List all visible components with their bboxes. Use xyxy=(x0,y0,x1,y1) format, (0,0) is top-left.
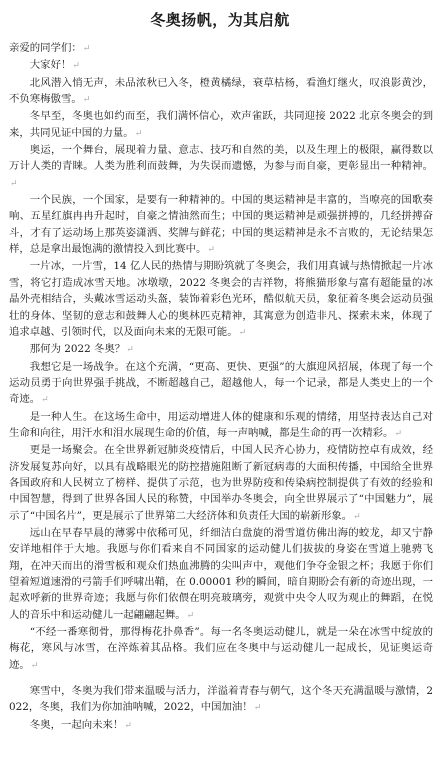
paragraph-mark-icon: ↵ xyxy=(124,720,132,731)
paragraph: 北风潜入悄无声，未品浓秋已入冬，橙黄橘绿，衰草枯杨，看渔灯继火，叹浪影黄沙，不负寒梅傲雪。↵ xyxy=(9,76,433,106)
paragraph-mark-icon: ↵ xyxy=(253,703,262,714)
paragraph: 奥运，一个舞台，展现着力量、意志、技巧和自然的美，以及生理上的极限，赢得数以万计人类的青睐。人类为胜利而鼓舞，为失误而遗憾，为参与而自豪，更彰显出一种精神。↵ xyxy=(9,144,433,189)
paragraph-mark-icon: ↵ xyxy=(126,345,134,356)
paragraph: 远山在早春早晨的薄雾中依稀可见，纤细洁白盘旋的滑雪道仿佛出海的蛟龙，却又宁静安详地相伴于大地。我愿与你们看来自不同国家的运动健儿们拔拔的身姿在雪道上驰骋飞翔，在冲天而出的滑雪板和观众们热血沸腾的尖叫声中，观他们争夺金银之杯；我愿于你们望着短道速滑的弓箭手们呼啸出鞘，在 0.00001 秒的瞬间，暗自期盼会有新的奇迹出现，一起欢呼新的世界奇迹；我愿与你们依偎在明亮玻璃旁，观赏中央令人叹为观止的舞蹈，在悦人的音乐中和运动健儿一起翩翩起舞。↵ xyxy=(9,526,433,621)
paragraph-mark-icon: ↵ xyxy=(41,395,49,406)
paragraph-mark-icon: ↵ xyxy=(82,44,91,54)
closing-paragraph: 冬奥，一起向未来！↵ xyxy=(29,718,132,731)
paragraph-mark-icon: ↵ xyxy=(134,128,143,139)
paragraph: 一个民族，一个国家，是要有一种精神的。中国的奥运精神是丰富的，当嘹亮的国歌奏响、五星红旗冉冉升起时，自豪之情油然而生；中国的奥运精神是顽强拼搏的，几经拼搏奋斗，才有了运动场上那英姿潇洒、奖牌与鲜花；中国的奥运精神是永不言败的，无论结果怎样，总是拿出最饱满的激情投入到比赛中。↵ xyxy=(9,194,433,256)
paragraph-mark-icon: ↵ xyxy=(207,245,215,256)
document-title: 冬奥扬帆，为其启航 xyxy=(150,11,290,29)
paragraph: 那何为 2022 冬奥？↵ xyxy=(29,343,134,356)
paragraph-mark-icon: ↵ xyxy=(10,178,18,189)
paragraph-mark-icon: ↵ xyxy=(353,511,361,522)
paragraph-mark-icon: ↵ xyxy=(186,610,195,621)
paragraph: 一片冰，一片雪，14 亿人民的热情与期盼筑就了冬奥会，我们用真诚与热情掀起一片冰雪，将它打造成冰雪天地。冰墩墩，2022 冬奥会的吉祥物，将熊猫形象与富有超能量的冰晶外壳相结合，头戴冰雪运动头盔，装饰着彩色光环，酷似航天员，象征着冬奥会运动员强壮的身体、坚韧的意志和鼓舞人心的奥林匹克精神，其寓意为创造非凡、探索未来，体现了追求卓越、引领时代，以及面向未来的无限可能。↵ xyxy=(9,260,433,338)
paragraph-spacer xyxy=(9,674,433,683)
paragraph-mark-icon: ↵ xyxy=(238,327,247,338)
salutation: 亲爱的同学们：↵ xyxy=(9,42,91,54)
document-body xyxy=(9,40,433,734)
paragraph-mark-icon: ↵ xyxy=(82,95,91,106)
paragraph-mark-icon: ↵ xyxy=(30,660,39,671)
paragraph: 是一种人生。在这场生命中，用运动增进人体的健康和乐观的情绪，用坚持表达自己对生命和向往，用汗水和泪水展现生命的价值，每一声呐喊，都是生命的再一次精彩。↵ xyxy=(9,410,433,439)
paragraph: 大家好！↵ xyxy=(29,59,80,72)
paragraph: 我想它是一场战争。在这个充满，“更高、更快、更强”的大旗迎风招展，体现了每一个运动员勇于向世界强手挑战，不断超越自己，超越他人，每一个记录，都是人类史上的一个奇迹。↵ xyxy=(9,360,433,406)
paragraph-mark-icon: ↵ xyxy=(72,61,80,72)
paragraph-mark-icon: ↵ xyxy=(394,428,402,439)
closing-paragraph: 寒雪中，冬奥为我们带来温暖与活力，洋溢着青春与朝气，这个冬天充满温暖与激情，2022，冬奥，我们为你加油呐喊，2022，中国加油！↵ xyxy=(9,685,433,714)
paragraph: 更是一场聚会。在全世界新冠肺炎疫情后，中国人民齐心协力，疫情防控卓有成效，经济发展复苏向好，以具有战略眼光的防控措施阻断了新冠病毒的大面积传播，中国给全世界各国政府和人民树立了榜样、提供了示范，也为世界防疫和传染病控制提供了有效的经验和中国智慧，得到了世界各国人民的称赞，中国举办冬奥会，向全世界展示了“中国魅力”，展示了“中国名片”，更是展示了世界第二大经济体和负责任大国的崭新形象。↵ xyxy=(9,444,433,522)
paragraph: “不经一番寒彻骨，那得梅花扑鼻香”。每一名冬奥运动健儿，就是一朵在冰雪中绽放的梅花，寒风与冰雪，在淬炼着其品格。我们应在冬奥中与运动健儿一起成长，见证奥运奇迹。↵ xyxy=(9,626,433,671)
paragraph: 冬早至，冬奥也如约而至，我们满怀信心，欢声雀跃，共同迎接 2022 北京冬奥会的到来，共同见证中国的力量。↵ xyxy=(9,110,433,139)
